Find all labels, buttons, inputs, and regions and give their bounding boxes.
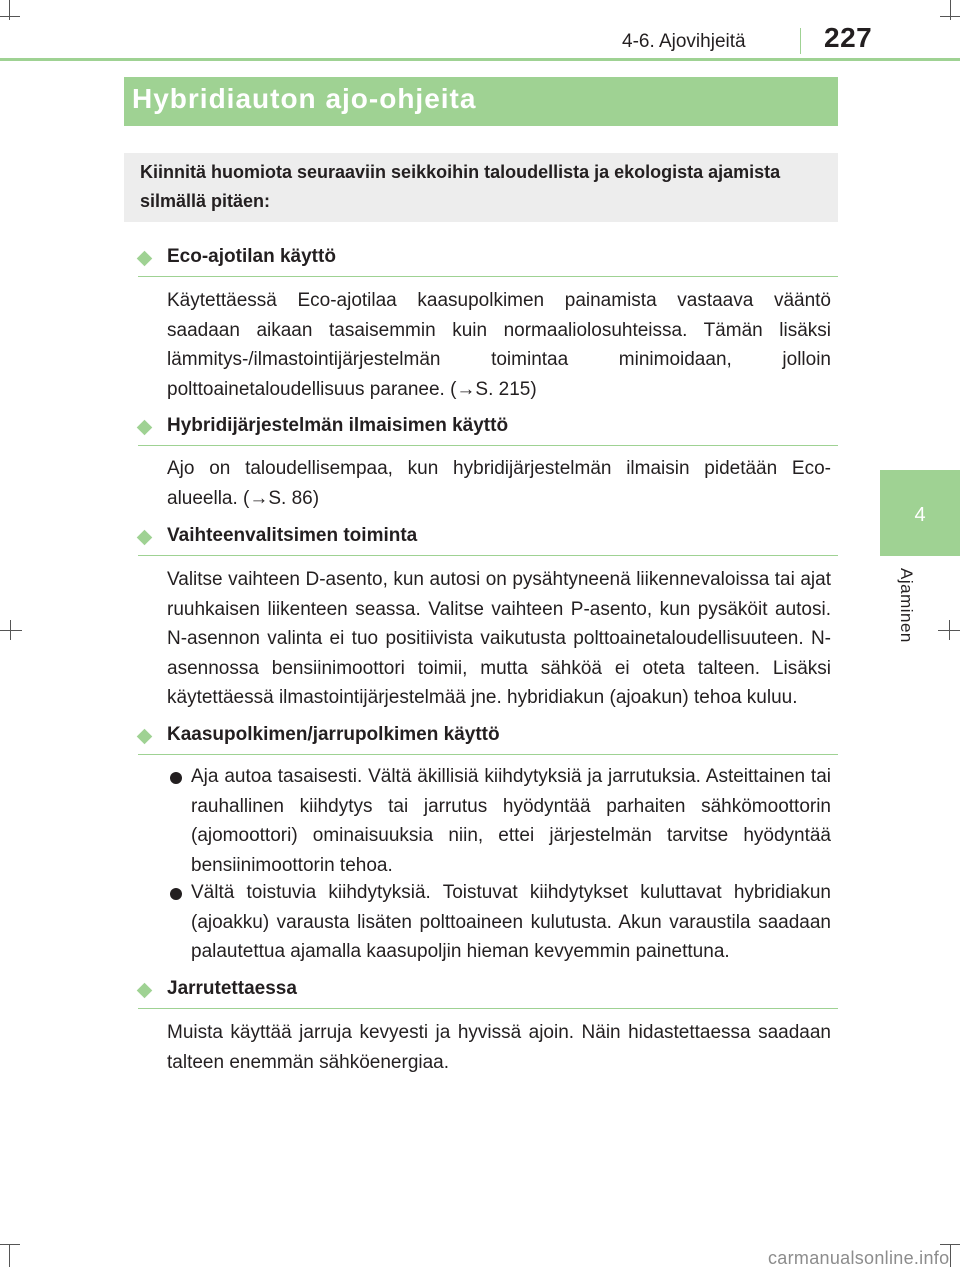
section-heading-label: Kaasupolkimen/jarrupolkimen käyttö bbox=[167, 724, 500, 745]
section-paragraph: Valitse vaihteen D-asento, kun autosi on pysähtyneenä liikennevaloissa tai ajat ruuhkaisen liikenteen seassa. Valitse vaihteen P-asento, kun pysäköit autosi. N-asennon valinta ei tuo positiivista vaikutusta polttoainetaloudellisuuteen. N-asennossa bensiinimoottori toimii, mutta sähköä ei oteta talteen. Lisäksi käytettäessä ilmastointijärjestelmää jne. hybridiakun (ajoakun) tehoa kuluu. bbox=[167, 569, 831, 708]
intro-text: Kiinnitä huomiota seuraaviin seikkoihin taloudellista ja ekologista ajamista silmällä pitäen: bbox=[140, 162, 781, 211]
list-item-text: Aja autoa tasaisesti. Vältä äkillisiä kiihdytyksiä ja jarrutuksia. Asteittainen tai rauhallinen kiihdytys tai jarrutus hyödyntää parhaiten sähkömoottorin (ajomoottori) ominaisuuksia niin, ettei järjestelmän tarvitse hyödyntää bensiinimoottorin tehoa. bbox=[191, 766, 831, 876]
diamond-bullet-icon bbox=[137, 530, 153, 546]
diamond-bullet-icon bbox=[137, 729, 153, 745]
section-rule bbox=[138, 555, 838, 556]
page-title: Hybridiauton ajo-ohjeita bbox=[132, 83, 477, 114]
bullet-dot-icon bbox=[170, 772, 182, 784]
section-heading bbox=[138, 724, 838, 758]
section-rule bbox=[138, 1008, 838, 1009]
section-paragraph: Muista käyttää jarruja kevyesti ja hyvissä ajoin. Näin hidastettaessa saadaan talteen enemmän sähköenergiaa. bbox=[167, 1022, 831, 1073]
section-heading-label: Eco-ajotilan käyttö bbox=[167, 246, 336, 267]
header-rule bbox=[0, 58, 960, 61]
running-header-section: 4-6. Ajovihjeitä bbox=[622, 31, 746, 52]
intro-box bbox=[124, 153, 838, 222]
page-title-bar bbox=[124, 77, 838, 126]
section-heading-label: Jarrutettaessa bbox=[167, 978, 297, 999]
section-heading-label: Hybridijärjestelmän ilmaisimen käyttö bbox=[167, 415, 509, 436]
section-heading-label: Vaihteenvalitsimen toiminta bbox=[167, 525, 418, 546]
diamond-bullet-icon bbox=[137, 420, 153, 436]
section-heading bbox=[138, 415, 838, 449]
chapter-number: 4 bbox=[914, 504, 926, 526]
bullet-dot-icon bbox=[170, 888, 182, 900]
section-rule bbox=[138, 276, 838, 277]
section-heading bbox=[138, 978, 838, 1012]
chapter-label: Ajaminen bbox=[897, 568, 916, 643]
section-rule bbox=[138, 754, 838, 755]
page-number: 227 bbox=[824, 22, 873, 53]
header-divider bbox=[800, 28, 801, 54]
diamond-bullet-icon bbox=[137, 251, 153, 267]
diamond-bullet-icon bbox=[137, 983, 153, 999]
section-heading bbox=[138, 525, 838, 559]
section-rule bbox=[138, 445, 838, 446]
section-heading bbox=[138, 246, 838, 280]
chapter-tab bbox=[880, 470, 960, 556]
section-paragraph: Käytettäessä Eco-ajotilaa kaasupolkimen painamista vastaava vääntö saadaan aikaan tasaisemmin kuin normaaliolosuhteissa. Tämän lisäksi lämmitys-/ilmastointijärjestelmän toimintaa minimoidaan, jolloin polttoainetaloudellisuus paranee. (→S. 215) bbox=[167, 290, 831, 400]
watermark: carmanualsonline.info bbox=[768, 1248, 950, 1268]
section-paragraph: Ajo on taloudellisempaa, kun hybridijärjestelmän ilmaisin pidetään Eco-alueella. (→S. 86) bbox=[167, 458, 831, 509]
list-item-text: Vältä toistuvia kiihdytyksiä. Toistuvat kiihdytykset kuluttavat hybridiakun (ajoakku) varausta lisäten polttoaineen kulutusta. Akun varaustila saadaan palautettua ajamalla kaasupoljin hieman kevyemmin painettuna. bbox=[191, 882, 831, 962]
